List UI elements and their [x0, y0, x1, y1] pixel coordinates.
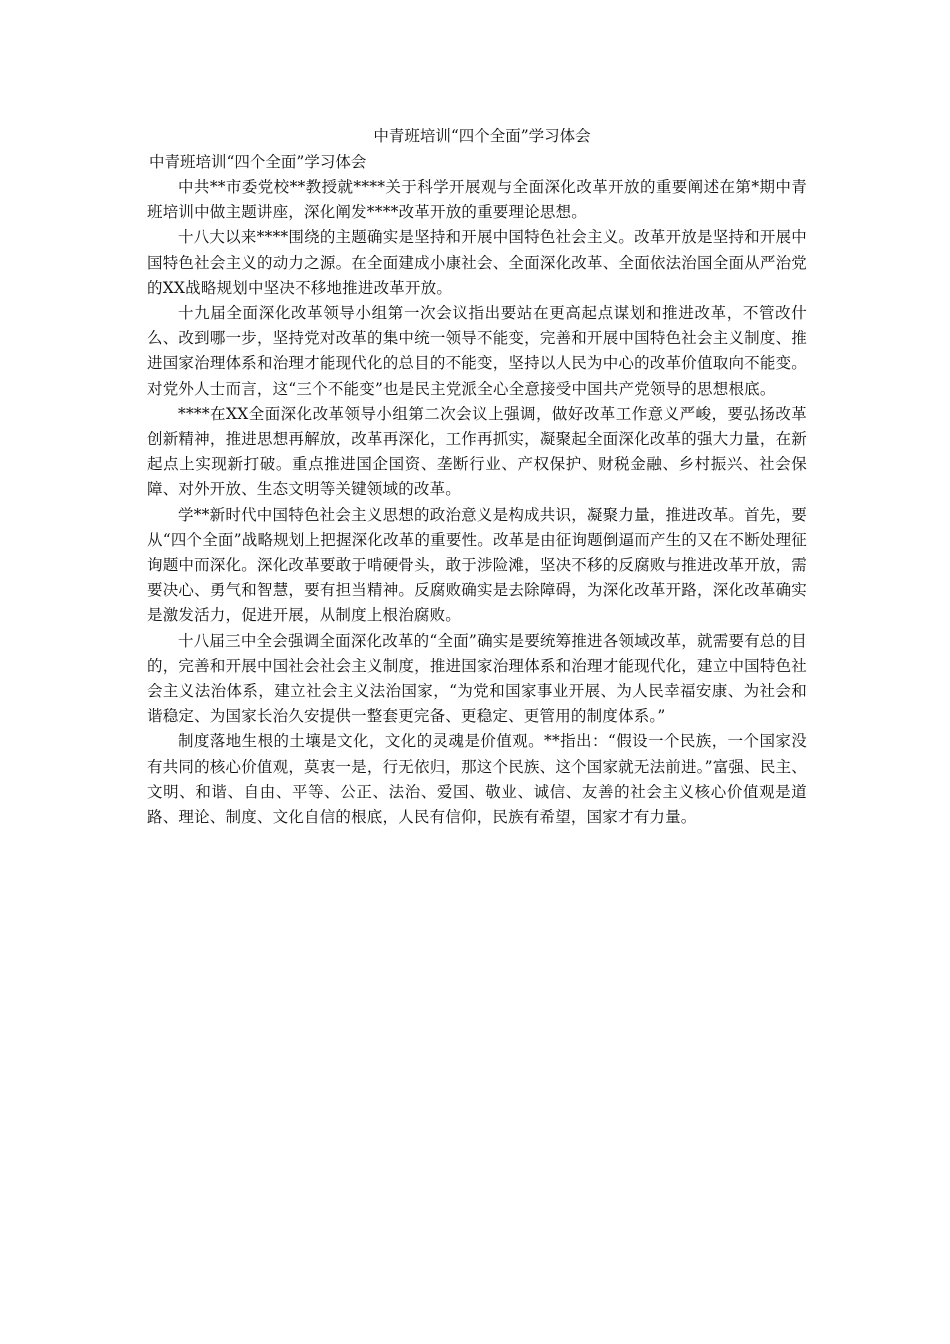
document-body — [147, 122, 807, 830]
paragraph: 十八大以来****围绕的主题确实是坚持和开展中国特色社会主义。改革开放是坚持和开展中国特色社会主义的动力之源。在全面建成小康社会、全面深化改革、全面依法治国全面从严治党的XX战略规划中坚决不移地推进改革开放。 — [147, 228, 807, 297]
paragraph: 学**新时代中国特色社会主义思想的政治意义是构成共识，凝聚力量，推进改革。首先，要从“四个全面”战略规划上把握深化改革的重要性。改革是由征询题倒逼而产生的又在不断处理征询题中而深化。深化改革要敢于啃硬骨头，敢于涉险滩，坚决不移的反腐败与推进改革开放，需要决心、勇气和智慧，要有担当精神。反腐败确实是去除障碍，为深化改革开路，深化改革确实是激发活力，促进开展，从制度上根治腐败。 — [147, 505, 807, 625]
document-title: 中青班培训“四个全面”学习体会 — [373, 127, 591, 145]
paragraph: ****在XX全面深化改革领导小组第二次会议上强调，做好改革工作意义严峻，要弘扬改革创新精神，推进思想再解放，改革再深化，工作再抓实，凝聚起全面深化改革的强大力量，在新起点上实现新打破。重点推进国企国资、垄断行业、产权保护、财税金融、乡村振兴、社会保障、对外开放、生态文明等关键领域的改革。 — [147, 404, 807, 499]
paragraph: 十八届三中全会强调全面深化改革的“全面”确实是要统筹推进各领域改革，就需要有总的目的，完善和开展中国社会社会主义制度，推进国家治理体系和治理才能现代化，建立中国特色社会主义法治体系，建立社会主义法治国家，“为党和国家事业开展、为人民幸福安康、为社会和谐稳定、为国家长治久安提供一整套更完备、更稳定、更管用的制度体系。” — [147, 631, 807, 726]
paragraph: 中共**市委党校**教授就****关于科学开展观与全面深化改革开放的重要阐述在第*期中青班培训中做主题讲座，深化阐发****改革开放的重要理论思想。 — [147, 178, 807, 222]
paragraph: 十九届全面深化改革领导小组第一次会议指出要站在更高起点谋划和推进改革，不管改什么、改到哪一步，坚持党对改革的集中统一领导不能变，完善和开展中国特色社会主义制度、推进国家治理体系和治理才能现代化的总目的不能变，坚持以人民为中心的改革价值取向不能变。对党外人士而言，这“三个不能变”也是民主党派全心全意接受中国共产党领导的思想根底。 — [147, 304, 807, 398]
paragraph: 制度落地生根的土壤是文化，文化的灵魂是价值观。**指出：“假设一个民族，一个国家没有共同的核心价值观，莫衷一是，行无依归，那这个民族、这个国家就无法前进。”富强、民主、文明、和谐、自由、平等、公正、法治、爱国、敬业、诚信、友善的社会主义核心价值观是道路、理论、制度、文化自信的根底，人民有信仰，民族有希望，国家才有力量。 — [147, 732, 807, 827]
document-subtitle: 中青班培训“四个全面”学习体会 — [149, 153, 367, 171]
